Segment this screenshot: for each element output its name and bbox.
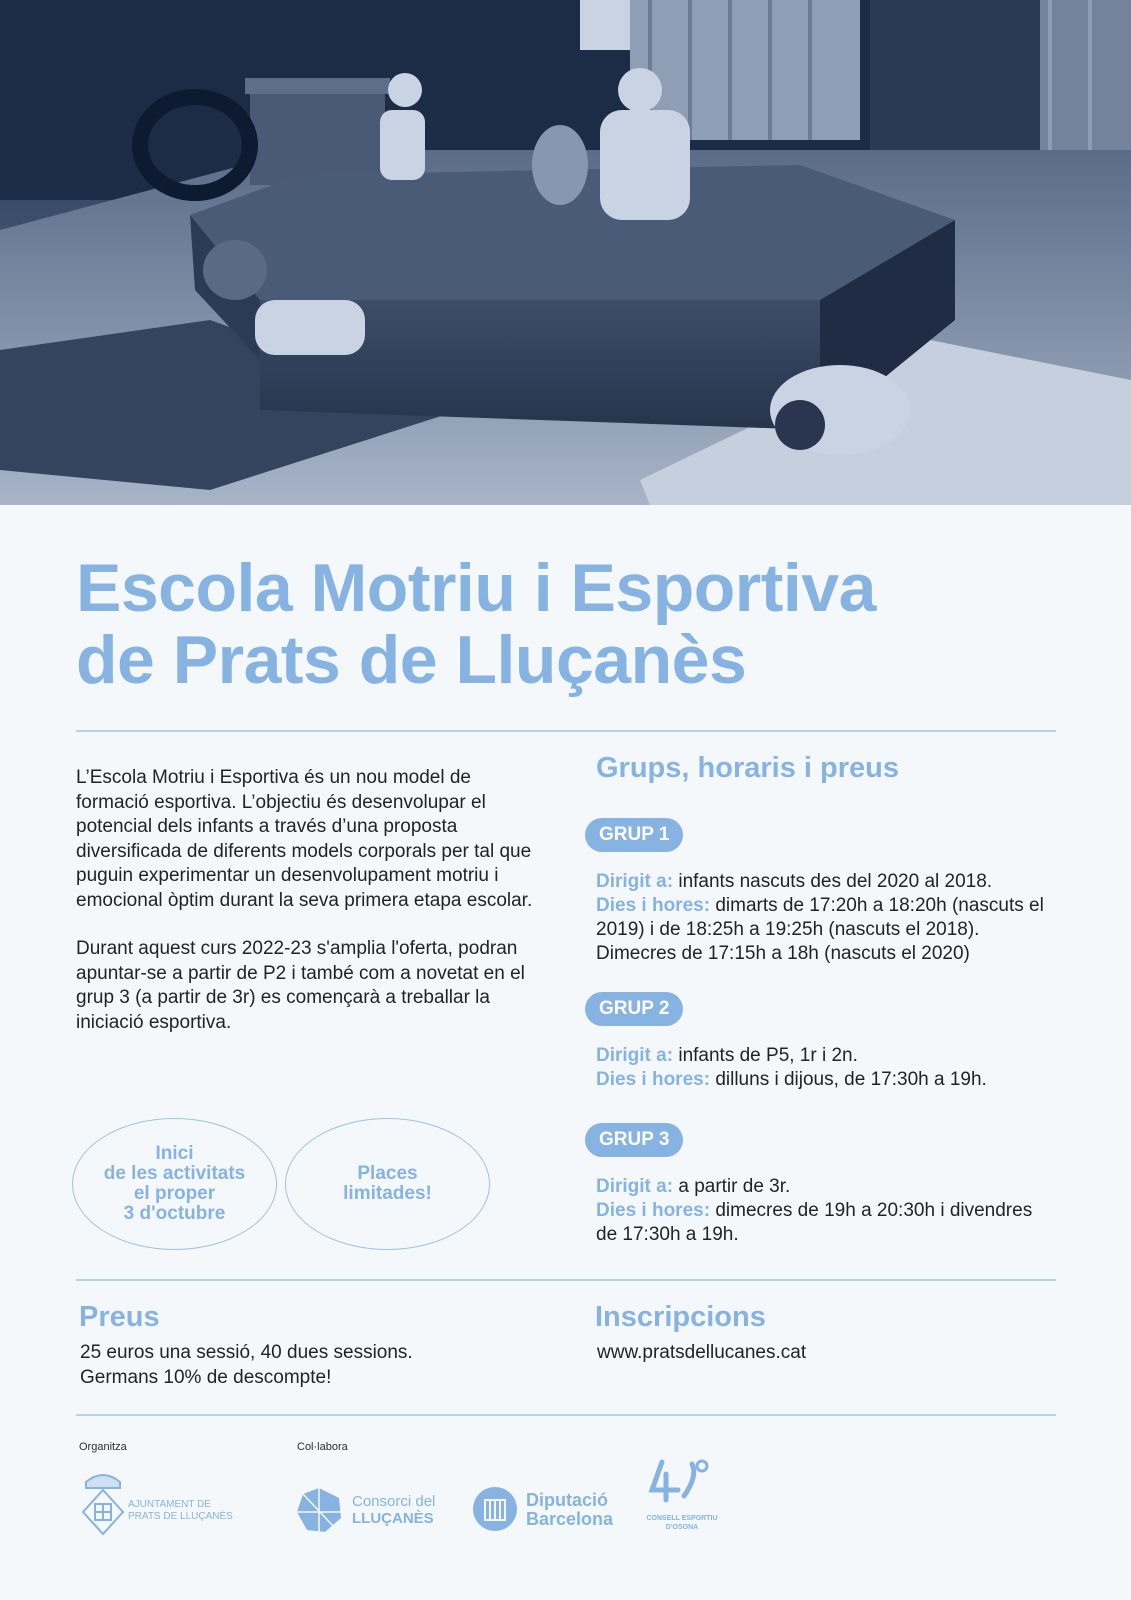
gym-scene-illustration xyxy=(0,0,1131,505)
group-2-info xyxy=(596,1044,1056,1092)
intro-paragraph-1: L’Escola Motriu i Esportiva és un nou model de formació esportiva. L’objectiu és desenvolupar el potencial dels infants a través d’una proposta diversificada de diferents models corporals per tal que puguin experimentar un desenvolupament motriu i emocional òptim durant la seva primera etapa escolar. xyxy=(76,767,533,911)
page-title-line-2: de Prats de Lluçanès xyxy=(76,622,747,698)
diputacio-logo-text xyxy=(526,1491,613,1529)
consorci-logo-text xyxy=(352,1493,435,1527)
consell-esportiu-logo-text xyxy=(642,1514,722,1532)
prices-text xyxy=(80,1340,413,1390)
consell-line-2: D'OSONA xyxy=(665,1524,699,1531)
consell-esportiu-logo-icon xyxy=(648,1456,712,1512)
ajuntament-line-1: AJUNTAMENT DE xyxy=(128,1499,211,1510)
group-1-info xyxy=(596,870,1056,966)
group-2-schedule: dilluns i dijous, de 17:30h a 19h. xyxy=(715,1069,987,1090)
ajuntament-logo-text xyxy=(128,1499,233,1523)
groups-title: Grups, horaris i preus xyxy=(596,752,899,784)
consell-line-1: CONSELL ESPORTIU xyxy=(646,1515,718,1522)
group-2-directed-label: Dirigit a: xyxy=(596,1045,674,1066)
consorci-logo-icon xyxy=(295,1486,343,1534)
group-3-schedule-label: Dies i hores: xyxy=(596,1200,711,1221)
group-3-directed: a partir de 3r. xyxy=(678,1176,791,1197)
group-3-info xyxy=(596,1175,1056,1247)
consorci-line-2: LLUÇANÈS xyxy=(352,1510,434,1527)
prices-line-2: Germans 10% de descompte! xyxy=(80,1367,332,1388)
organizes-label: Organitza xyxy=(79,1441,127,1453)
group-2-pill: GRUP 2 xyxy=(585,992,683,1026)
ajuntament-line-2: PRATS DE LLUÇANÈS xyxy=(128,1511,233,1522)
consorci-line-1: Consorci del xyxy=(352,1493,436,1510)
group-1-directed-label: Dirigit a: xyxy=(596,871,674,892)
intro-text xyxy=(76,766,546,1059)
start-date-badge xyxy=(72,1118,277,1250)
signup-title: Inscripcions xyxy=(595,1301,766,1333)
limited-places-text: Places limitades! xyxy=(343,1163,432,1204)
group-1-schedule-label: Dies i hores: xyxy=(596,895,711,916)
group-1-schedule: dimarts de 17:20h a 18:20h (nascuts el 2019) i de 18:25h a 19:25h (nascuts el 2018). Dimecres de 17:15h a 18h (nascuts el 2020) xyxy=(596,895,1044,964)
group-1-directed: infants nascuts des del 2020 al 2018. xyxy=(678,871,993,892)
group-3-directed-label: Dirigit a: xyxy=(596,1176,674,1197)
intro-paragraph-2: Durant aquest curs 2022-23 s'amplia l'oferta, podran apuntar-se a partir de P2 i també com a novetat en el grup 3 (a partir de 3r) es començarà a treballar la iniciació esportiva. xyxy=(76,938,525,1033)
divider-top xyxy=(76,730,1056,732)
group-2-schedule-label: Dies i hores: xyxy=(596,1069,711,1090)
collaborates-label: Col·labora xyxy=(297,1441,348,1453)
group-3-pill: GRUP 3 xyxy=(585,1123,683,1157)
diputacio-line-1: Diputació xyxy=(526,1490,609,1510)
prices-line-1: 25 euros una sessió, 40 dues sessions. xyxy=(80,1342,413,1363)
start-date-text: Inici de les activitats el proper 3 d'octubre xyxy=(103,1143,246,1224)
divider-bottom xyxy=(76,1414,1056,1416)
hero-photo xyxy=(0,0,1131,505)
group-2-directed: infants de P5, 1r i 2n. xyxy=(678,1045,858,1066)
page-title xyxy=(76,552,1076,696)
ajuntament-crest-icon xyxy=(78,1468,128,1538)
group-3-schedule: dimecres de 19h a 20:30h i divendres de 17:30h a 19h. xyxy=(596,1200,1033,1245)
limited-places-badge xyxy=(285,1118,490,1250)
divider-middle xyxy=(76,1279,1056,1281)
group-1-pill: GRUP 1 xyxy=(585,818,683,852)
diputacio-logo-icon xyxy=(472,1486,518,1532)
diputacio-line-2: Barcelona xyxy=(526,1509,614,1529)
signup-url[interactable]: www.pratsdellucanes.cat xyxy=(597,1342,807,1363)
prices-title: Preus xyxy=(79,1301,160,1333)
page-title-line-1: Escola Motriu i Esportiva xyxy=(76,550,876,626)
